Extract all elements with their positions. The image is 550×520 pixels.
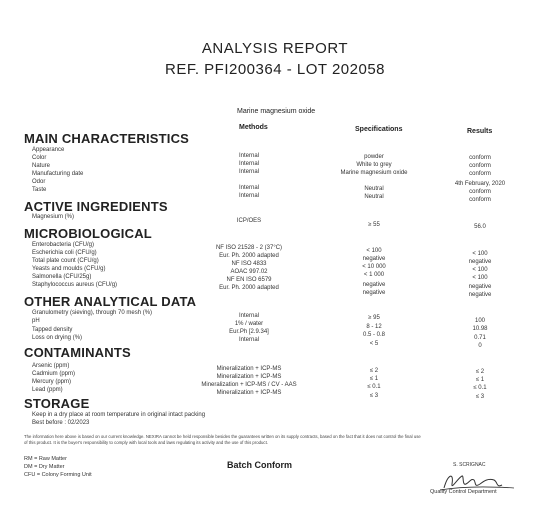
column-header-results: Results	[467, 128, 493, 135]
disclaimer-line-2: of this product. It is the buyer's responsibility to comply with local tools and laws regulating its activity and the use of this product.	[24, 440, 268, 445]
row-result: 100	[474, 318, 485, 324]
row-label: Color	[32, 155, 47, 161]
row-result: 4th February, 2020	[454, 181, 506, 187]
row-spec: ≥ 95	[368, 315, 380, 321]
section-title-main-characteristics: MAIN CHARACTERISTICS	[24, 131, 190, 146]
row-result: negative	[468, 259, 492, 265]
row-result: 0	[478, 343, 482, 349]
row-result: < 100	[472, 267, 488, 273]
signatory-name: S. SCRIGNAC	[453, 462, 486, 468]
row-label: Staphylococcus aureus (CFU/g)	[32, 282, 118, 288]
row-spec: ≤ 2	[369, 368, 379, 374]
row-spec: ≤ 0.1	[367, 384, 381, 390]
row-spec: ≤ 3	[369, 393, 379, 399]
row-result: ≤ 3	[475, 394, 485, 400]
storage-best-before: Best before : 02/2023	[32, 420, 90, 426]
row-method: Eur. Ph. 2000 adapted	[219, 285, 279, 291]
row-spec: ≤ 1	[369, 376, 379, 382]
row-label: Lead (ppm)	[32, 387, 63, 393]
row-spec: negative	[362, 282, 386, 288]
row-result: conform	[469, 155, 491, 161]
row-spec: 0.5 - 0.8	[362, 332, 385, 338]
row-method: NF ISO 21528 - 2 (37°C)	[215, 245, 283, 251]
row-spec: < 10 000	[362, 264, 386, 270]
column-header-specifications: Specifications	[355, 126, 403, 133]
section-title-other-analytical-data: OTHER ANALYTICAL DATA	[24, 294, 197, 309]
row-label: Loss on drying (%)	[32, 335, 83, 341]
row-spec: Neutral	[364, 194, 384, 200]
product-name: Marine magnesium oxide	[237, 108, 316, 115]
row-method: Internal	[238, 169, 259, 175]
row-label: Total plate count (CFU/g)	[32, 258, 99, 264]
section-title-storage: STORAGE	[24, 396, 90, 411]
row-result: ≤ 1	[475, 377, 485, 383]
row-result: 0.71	[474, 335, 486, 341]
row-result: ≤ 2	[475, 369, 485, 375]
section-title-active-ingredients: ACTIVE INGREDIENTS	[24, 199, 168, 214]
legend-cfu: CFU = Colony Forming Unit	[24, 472, 92, 478]
legend-dm: DM = Dry Matter	[24, 464, 65, 470]
quality-control-department: Quality Control Department	[430, 489, 497, 495]
row-method: Eur. Ph. 2000 adapted	[219, 253, 279, 259]
legend-rm: RM = Raw Matter	[24, 456, 67, 462]
row-spec: Neutral	[364, 186, 384, 192]
row-result: conform	[469, 171, 491, 177]
row-method: Mineralization + ICP-MS	[216, 374, 282, 380]
row-method: Mineralization + ICP-MS	[216, 366, 282, 372]
storage-line: Keep in a dry place at room temperature in original intact packing	[32, 412, 206, 418]
row-result: ≤ 0.1	[473, 385, 487, 391]
row-result: 10.98	[472, 326, 488, 332]
row-method: Internal	[238, 193, 259, 199]
row-label: Manufacturing date	[32, 171, 84, 177]
row-spec: Marine magnesium oxide	[340, 170, 408, 176]
row-label: Appearance	[32, 147, 65, 153]
row-result: < 100	[472, 275, 488, 281]
row-label: Escherichia coli (CFU/g)	[32, 250, 97, 256]
row-result: < 100	[472, 251, 488, 257]
row-label: Nature	[32, 163, 51, 169]
row-label: Granulometry (sieving), through 70 mesh (%)	[32, 310, 153, 316]
row-method: Mineralization + ICP-MS	[216, 390, 282, 396]
row-method: Internal	[238, 185, 259, 191]
row-spec: White to grey	[356, 162, 392, 168]
row-spec: < 1 000	[363, 272, 385, 278]
row-label: Yeasts and moulds (CFU/g)	[32, 266, 106, 272]
row-label: Enterobacteria (CFU/g)	[32, 242, 95, 248]
row-result: 56.0	[474, 224, 486, 230]
row-label: Taste	[32, 187, 47, 193]
row-label: Salmonella (CFU/25g)	[32, 274, 92, 280]
row-spec: negative	[362, 290, 386, 296]
row-method: Internal	[238, 313, 259, 319]
row-method: ICP/OES	[236, 218, 262, 224]
row-spec: ≥ 55	[368, 222, 380, 228]
row-label: Odor	[32, 179, 46, 185]
batch-conform: Batch Conform	[227, 460, 292, 470]
row-method: Internal	[238, 153, 259, 159]
section-title-microbiological: MICROBIOLOGICAL	[24, 226, 152, 241]
row-result: negative	[468, 292, 492, 298]
row-result: conform	[469, 163, 491, 169]
row-label: pH	[32, 318, 40, 324]
row-method: Internal	[238, 337, 259, 343]
disclaimer-line-1: The information here above is based on our current knowledge. NEXIRA cannot be held responsible besides the guarantees written on its supply contracts, based on the fact that it does not control the final use	[24, 434, 421, 439]
row-method: Mineralization + ICP-MS / CV - AAS	[201, 382, 297, 388]
row-label: Magnesium (%)	[32, 214, 75, 220]
row-result: negative	[468, 284, 492, 290]
row-method: NF ISO 4833	[231, 261, 267, 267]
row-method: AOAC 997.02	[230, 269, 268, 275]
row-method: Eur.Ph [2.9.34]	[229, 329, 269, 335]
section-title-contaminants: CONTAMINANTS	[24, 345, 131, 360]
row-method: NF EN ISO 6579	[226, 277, 272, 283]
row-method: 1% / water	[234, 321, 264, 327]
row-spec: powder	[364, 154, 384, 160]
row-spec: negative	[362, 256, 386, 262]
row-method: Internal	[238, 161, 259, 167]
row-label: Tapped density	[32, 327, 73, 333]
report-title: ANALYSIS REPORT	[201, 40, 349, 57]
row-spec: < 100	[366, 248, 382, 254]
column-header-methods: Methods	[239, 124, 268, 131]
row-result: conform	[469, 189, 491, 195]
row-label: Mercury (ppm)	[32, 379, 72, 385]
row-label: Cadmium (ppm)	[32, 371, 76, 377]
row-spec: < 5	[369, 341, 379, 347]
row-result: conform	[469, 197, 491, 203]
row-label: Arsenic (ppm)	[32, 363, 70, 369]
row-spec: 8 - 12	[366, 324, 382, 330]
report-reference: REF. PFI200364 - LOT 202058	[164, 61, 385, 78]
